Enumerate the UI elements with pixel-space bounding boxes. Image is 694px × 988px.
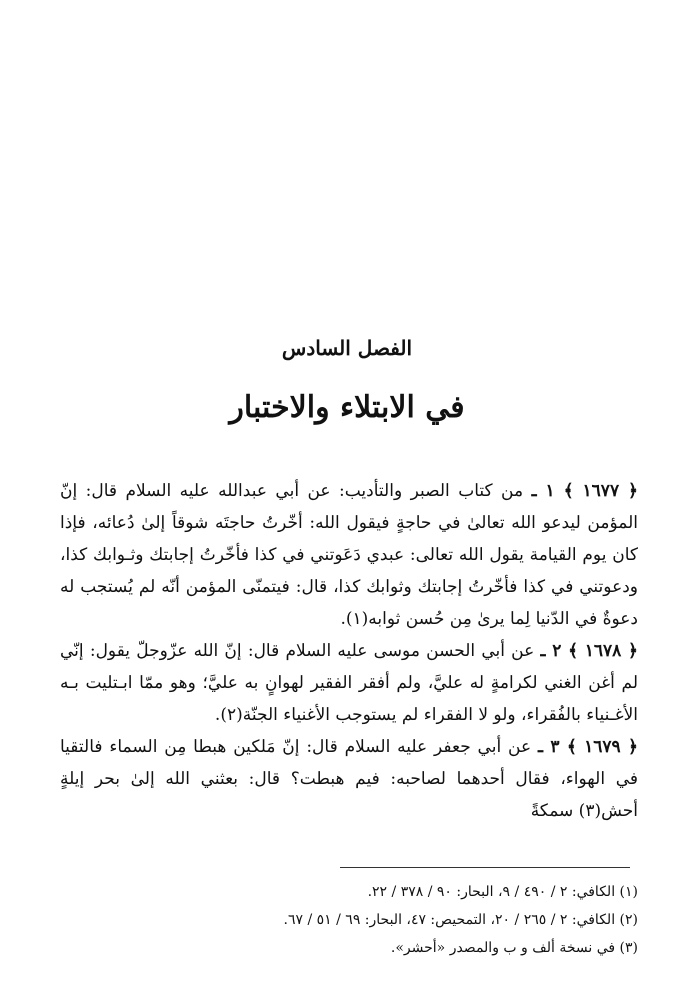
hadith-paragraph — [60, 731, 638, 827]
hadith-number: ﴿ ١٦٧٨ ﴾ ٢ ـ — [540, 641, 638, 661]
hadith-text: عن أبي جعفر عليه السلام قال: إنّ مَلكين هبطا مِن السماء فالتقيا في الهواء، فقال أحدهما لصاحبه: فيم هبطت؟ قال: بعثني الله إلىٰ بحر إيلةٍ أحش(٣) سمكةً — [60, 737, 638, 821]
hadith-text: من كتاب الصبر والتأديب: عن أبي عبدالله عليه السلام قال: إنّ المؤمن ليدعو الله تعالىٰ في حاجةٍ فيقول الله: أخّرتُ حاجتَه شوقاً إلىٰ دُعائه، فإذا كان يوم القيامة يقول الله تعالى: عبدي دَعَوتني في كذا فأخّرتُ إجابتك وثـوابك كذا، ودعوتني في كذا فأخّرتُ إجابتك وثوابك كذا، قال: فيتمنّى المؤمن أنّه لم يُستجب له دعوةٌ في الدّنيا لِما يرىٰ مِن حُسن ثوابه(١). — [60, 481, 638, 629]
footnotes — [60, 878, 638, 962]
hadith-paragraph — [60, 475, 638, 635]
hadith-number: ﴿ ١٦٧٧ ﴾ ١ ـ — [531, 481, 638, 501]
chapter-title: الفصل السادس — [281, 336, 413, 360]
section-title: في الابتلاء والاختبار — [229, 390, 465, 425]
hadith-text: عن أبي الحسن موسى عليه السلام قال: إنّ الله عزّوجلّ يقول: إنّي لم أغن الغني لكرامةٍ له عليَّ، ولم أفقر الفقير لهوانٍ به عليَّ؛ وهو ممّا ابـتليت بـه الأغـنياء بالفُقراء، ولو لا الفقراء لم يستوجب الأغنياء الجنّة(٢). — [60, 641, 638, 725]
footnote-divider — [340, 867, 630, 868]
hadith-paragraph — [60, 635, 638, 731]
footnote: (٣) في نسخة ألف و ب والمصدر «أحشر». — [390, 940, 638, 956]
footnote: (٢) الكافي: ٢ / ٢٦٥ / ٢٠، التمحيص: ٤٧، البحار: ٦٩ / ٥١ / ٦٧. — [283, 912, 638, 928]
footnote: (١) الكافي: ٢ / ٤٩٠ / ٩، البحار: ٩٠ / ٣٧٨ / ٢٢. — [367, 884, 638, 900]
hadith-number: ﴿ ١٦٧٩ ﴾ ٣ ـ — [537, 737, 638, 757]
body-text — [60, 475, 638, 827]
